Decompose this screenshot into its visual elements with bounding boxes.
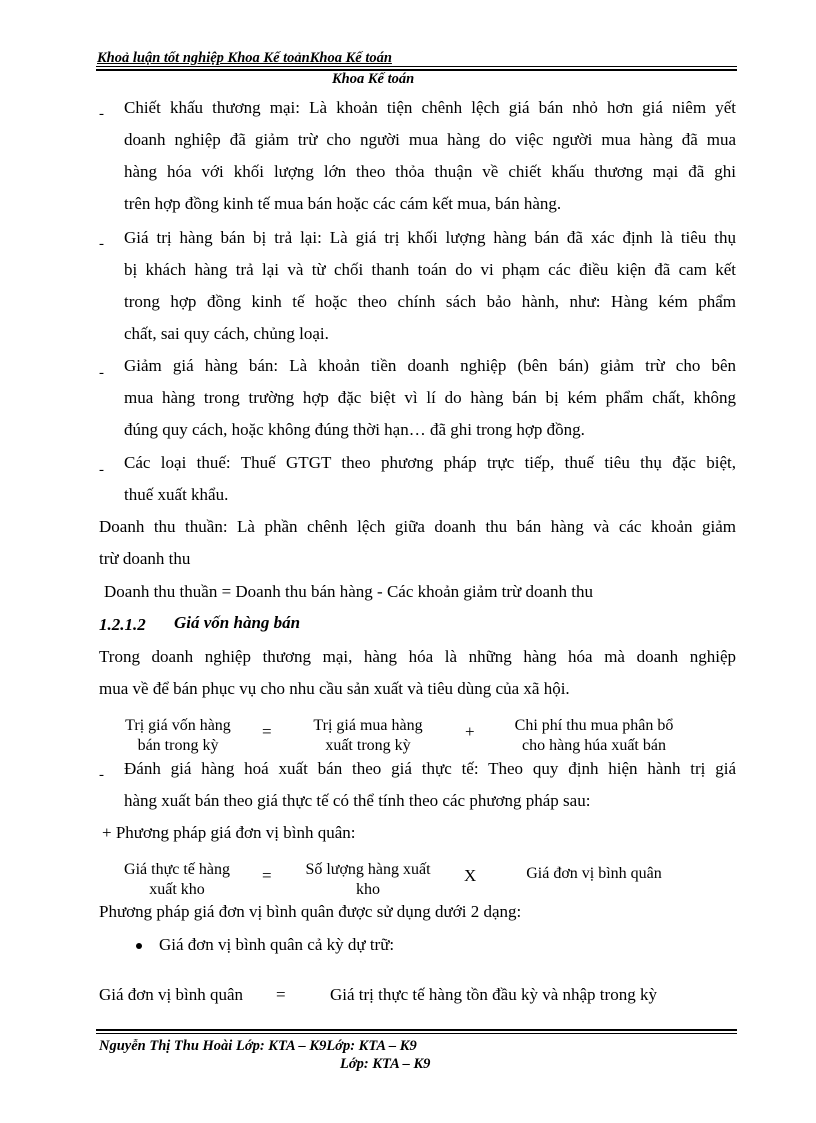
section-title: Giá vốn hàng bán — [174, 613, 301, 632]
list-item — [124, 350, 736, 382]
list-item-continuation — [124, 124, 736, 220]
item-line: mua hàng trong trường hợp đặc biệt vì lí do hàng bán bị kém phẩm chất, không — [124, 388, 736, 407]
bullet-text: Giá đơn vị bình quân cả kỳ dự trữ: — [159, 935, 395, 954]
formula-term — [496, 716, 692, 756]
item-marker: - — [99, 365, 104, 381]
item-line: đúng quy cách, hoặc không đúng thời hạn… đã ghi trong hợp đồng. — [124, 420, 585, 439]
footer-rule-thin — [96, 1033, 737, 1034]
item-line: chất, sai quy cách, chủng loại. — [124, 324, 329, 343]
formula-term — [298, 716, 438, 756]
formula-term — [108, 716, 248, 756]
paragraph-line: Trong doanh nghiệp thương mại, hàng hóa là những hàng hóa mà doanh nghiệp — [99, 647, 736, 666]
footer-rule-thick — [96, 1029, 737, 1031]
bullet-icon — [136, 943, 142, 949]
list-item — [124, 92, 736, 124]
paragraph-line: mua về để bán phục vụ cho nhu cầu sản xuất và tiêu dùng của xã hội. — [99, 679, 570, 698]
list-item-continuation — [124, 382, 736, 446]
formula-text: cho hàng húa xuất bán — [522, 737, 666, 754]
formula-term — [514, 864, 674, 884]
formula-text: bán trong kỳ — [137, 737, 219, 754]
item-marker: - — [99, 106, 104, 122]
header-title: Khoả luận tốt nghiệp Khoa Kế toảnKhoa Kế toán — [97, 50, 392, 66]
item-line: Giá trị hàng bán bị trả lại: Là giá trị khối lượng hàng bán đã xác định là tiêu thụ — [124, 228, 736, 247]
paragraph-line: hàng xuất bán theo giá thực tế có thể tính theo các phương pháp sau: — [124, 791, 591, 810]
footer-class: Lớp: KTA – K9 — [340, 1056, 431, 1072]
method-line: + Phương pháp giá đơn vị bình quân: — [102, 823, 356, 842]
item-line: Chiết khấu thương mại: Là khoản tiện chênh lệch giá bán nhỏ hơn giá niêm yết — [124, 98, 736, 117]
forms-line: Phương pháp giá đơn vị bình quân được sử dụng dưới 2 dạng: — [99, 902, 522, 921]
header-subtitle: Khoa Kế toán — [332, 71, 415, 87]
section-number: 1.2.1.2 — [99, 615, 146, 634]
formula-text: Chi phí thu mua phân bổ — [514, 717, 674, 734]
formula-term — [110, 860, 244, 900]
equals-sign: = — [276, 985, 286, 1004]
item-line: Giảm giá hàng bán: Là khoản tiền doanh nghiệp (bên bán) giảm trừ cho bên — [124, 356, 736, 375]
net-revenue-formula: Doanh thu thuần = Doanh thu bán hàng - Các khoản giảm trừ doanh thu — [104, 582, 594, 601]
formula-right: Giá trị thực tế hàng tồn đầu kỳ và nhập trong kỳ — [330, 985, 657, 1004]
paragraph-line: trừ doanh thu — [99, 549, 191, 568]
formula-text: Trị giá mua hàng — [313, 717, 423, 734]
header-rule-thick — [96, 69, 737, 71]
paragraph-line: Đánh giá hàng hoá xuất bán theo giá thực tế: Theo quy định hiện hành trị giá — [124, 759, 736, 778]
item-line: trên hợp đồng kinh tế mua bán hoặc các cám kết mua, bán hàng. — [124, 194, 562, 213]
item-line: bị khách hàng trả lại và từ chối thanh toán do vi phạm các điều kiện đã cam kết — [124, 260, 736, 279]
header-rule-thin — [96, 66, 737, 67]
formula-text: xuất kho — [149, 881, 205, 898]
item-marker: - — [99, 462, 104, 478]
formula-term — [290, 860, 446, 900]
list-item — [124, 447, 736, 479]
item-line: doanh nghiệp đã giảm trừ cho người mua hàng do việc người mua hàng đã mua — [124, 130, 736, 149]
item-line: trong hợp đồng kinh tế hoặc theo chính sách bảo hành, như: Hàng kém phẩm — [124, 292, 736, 311]
item-line: Các loại thuế: Thuế GTGT theo phương pháp trực tiếp, thuế tiêu thụ đặc biệt, — [124, 453, 736, 472]
net-revenue-paragraph — [99, 511, 736, 575]
formula-left: Giá đơn vị bình quân — [99, 985, 244, 1004]
formula-text: xuất trong kỳ — [325, 737, 411, 754]
item-marker: - — [99, 236, 104, 252]
equals-sign: = — [262, 866, 272, 885]
formula-text: Giá đơn vị bình quân — [526, 865, 662, 882]
valuation-paragraph — [124, 753, 736, 817]
footer-author: Nguyễn Thị Thu Hoài Lớp: KTA – K9Lớp: KTA – K9 — [99, 1038, 417, 1054]
list-item-continuation — [124, 254, 736, 350]
plus-sign: + — [465, 722, 475, 741]
formula-text: Số lượng hàng xuất — [305, 861, 431, 878]
equals-sign: = — [262, 722, 272, 741]
formula-text: Trị giá vốn hàng — [125, 717, 231, 734]
item-line: hàng hóa với khối lượng lớn theo thỏa thuận về chiết khấu thương mại đã ghi — [124, 162, 736, 181]
list-item — [124, 222, 736, 254]
item-marker: - — [99, 767, 104, 783]
intro-paragraph — [99, 641, 736, 705]
times-sign: X — [464, 866, 477, 885]
list-item-continuation — [124, 479, 736, 511]
item-line: thuế xuất khẩu. — [124, 485, 229, 504]
paragraph-line: Doanh thu thuần: Là phần chênh lệch giữa doanh thu bán hàng và các khoản giảm — [99, 517, 736, 536]
formula-text: Giá thực tế hàng — [124, 861, 230, 878]
formula-text: kho — [356, 881, 380, 898]
